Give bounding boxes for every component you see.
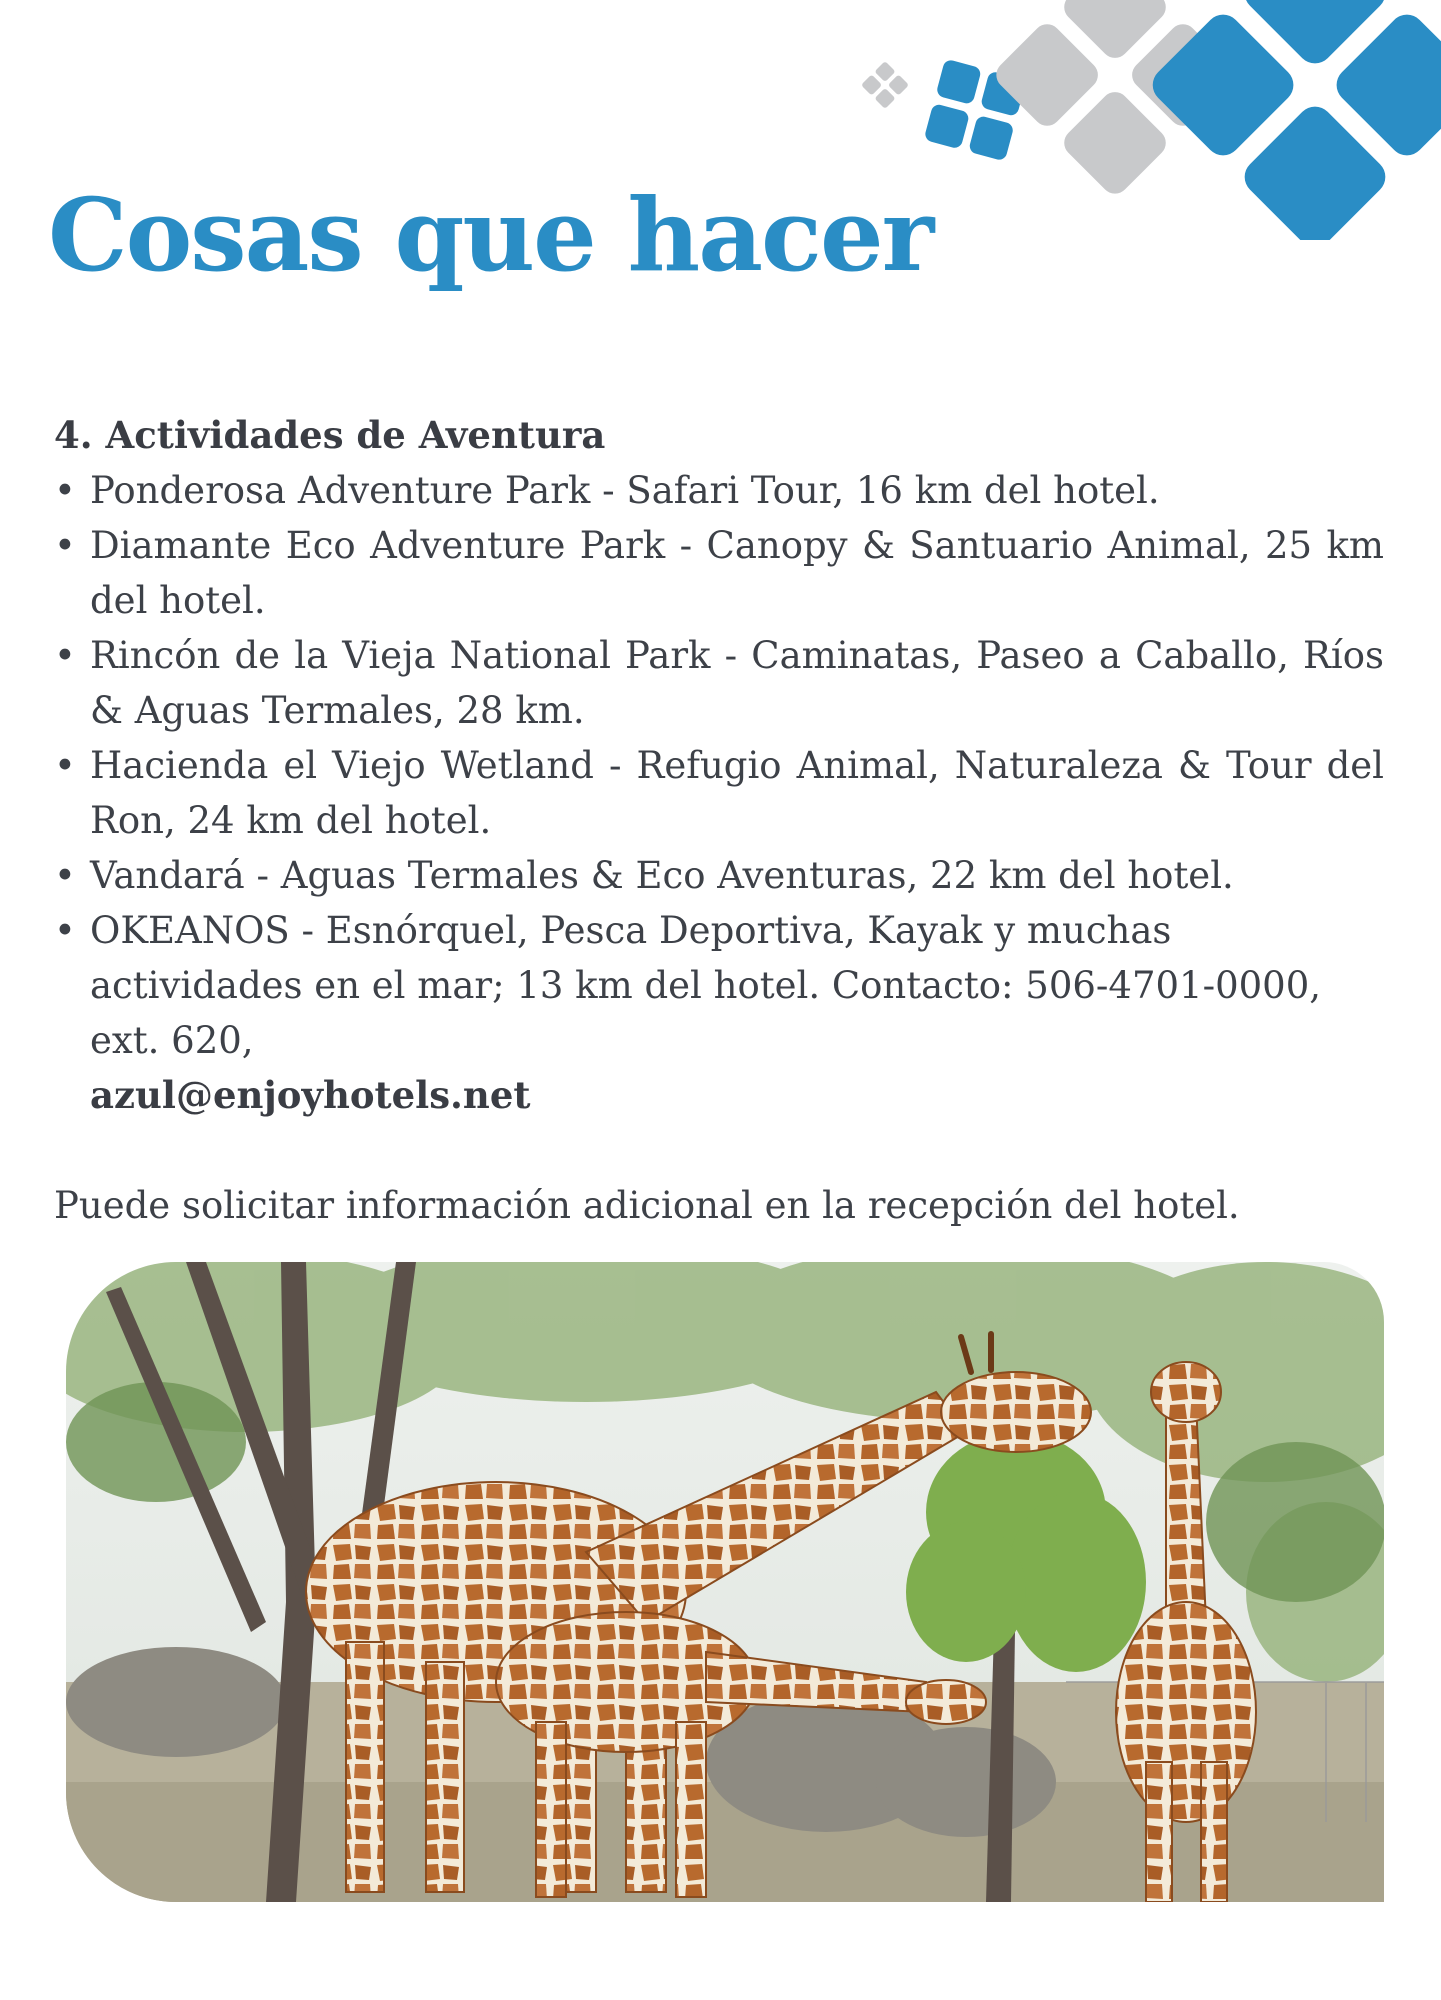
- giraffes-photo: [66, 1262, 1384, 1902]
- list-item: • Hacienda el Viejo Wetland - Refugio Animal, Naturaleza & Tour del Ron, 24 km del hotel.: [54, 738, 1384, 848]
- content-body: [54, 408, 1384, 1233]
- list-item: • Ponderosa Adventure Park - Safari Tour, 16 km del hotel.: [54, 463, 1384, 518]
- okeanos-text: OKEANOS - Esnórquel, Pesca Deportiva, Kayak y muchas actividades en el mar; 13 km del hotel. Contacto: 506-4701-0000, ext. 620,: [90, 909, 1321, 1062]
- list-item: • Diamante Eco Adventure Park - Canopy & Santuario Animal, 25 km del hotel.: [54, 518, 1384, 628]
- list-item: • Rincón de la Vieja National Park - Caminatas, Paseo a Caballo, Ríos & Aguas Termales, 28 km.: [54, 628, 1384, 738]
- info-note: Puede solicitar información adicional en la recepción del hotel.: [54, 1184, 1240, 1227]
- page-title: Cosas que hacer: [48, 176, 933, 294]
- section-title: 4. Actividades de Aventura: [54, 413, 606, 457]
- list-item: • Vandará - Aguas Termales & Eco Aventuras, 22 km del hotel.: [54, 848, 1384, 903]
- email-link[interactable]: azul@enjoyhotels.net: [90, 1073, 531, 1117]
- list-item-okeanos: [54, 903, 1384, 1123]
- activity-list: [54, 463, 1384, 1123]
